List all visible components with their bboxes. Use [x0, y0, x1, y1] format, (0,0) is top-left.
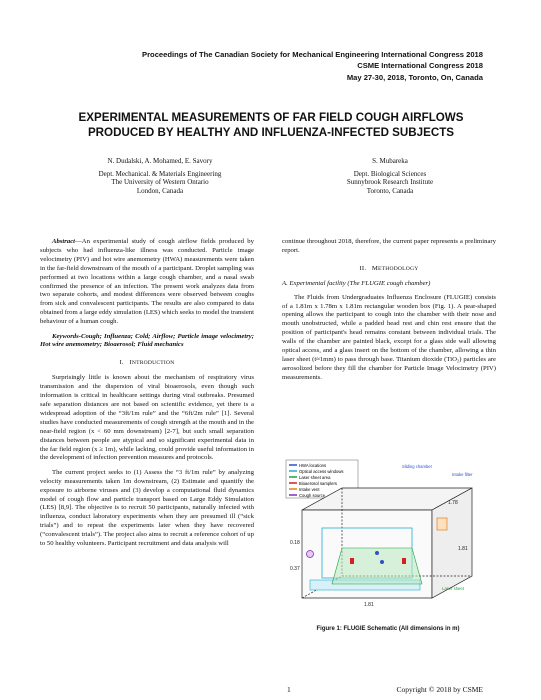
author-names: S. Mubareka [372, 157, 408, 165]
legend-label: Laser sheet area [299, 475, 331, 480]
dimension-label: 1.81 [364, 602, 374, 608]
conference-line-1: Proceedings of The Canadian Society for Mechanical Engineering International Congress 2018 [142, 50, 483, 59]
title-line-2: PRODUCED BY HEALTHY AND INFLUENZA-INFECTED SUBJECTS [87, 126, 455, 139]
right-column [282, 238, 496, 388]
callout-label: Intake filter [452, 472, 473, 477]
conference-line-2: CSME International Congress 2018 [357, 61, 483, 71]
author-affiliation-institution: Sunnybrook Research Institute [346, 178, 434, 187]
conference-line-3: May 27-30, 2018, Toronto, On, Canada [346, 72, 483, 82]
keywords: Keywords-Cough; Influenza; Cold; Airflow; Particle image velocimetry; Hot wire anemometry; Bioaerosol; Fluid mechanics [40, 332, 254, 349]
conference-header [142, 49, 483, 83]
paper-title [40, 110, 502, 140]
subsection-heading: A. Experimental facility (The FLUGIE cough chamber) [282, 279, 431, 287]
intake-vent [437, 518, 447, 530]
dimension-label: 1.78 [448, 500, 458, 506]
author-affiliation-institution: The University of Western Ontario [111, 178, 209, 187]
title-line-1: EXPERIMENTAL MEASUREMENTS OF FAR FIELD COUGH AIRFLOWS [78, 111, 464, 124]
legend-label: Cough source [299, 493, 326, 498]
abstract-lead: Abstract [52, 238, 76, 245]
legend-label: Bioaerosol samplers [299, 481, 337, 486]
author-affiliation-dept: Dept. Mechanical. & Materials Engineering [98, 169, 222, 178]
sampler-marker [350, 558, 354, 564]
section-heading-methodology: II. METHODOLOGY [359, 264, 419, 272]
legend-label: Intake vent [299, 487, 320, 492]
author-names: N. Dudalski, A. Mohamed, E. Savory [107, 157, 213, 165]
intro-paragraph-1: Surprisingly little is known about the mechanism of respiratory virus transmission and the dispersion of viral bioaerosols, even though such information is critical in healthcare settings during viral outbreaks. Presumed safe separation distances are not based on scientific evidence, yet there is a widespread adoption of the “3ft/1m rule” and the “6ft/2m rule” [1]. Several studies have conducted measurements of cough strength at the mouth and in the near-field region (x < 60 mm downstream) [2-7], but such small separation distances between people are atypical and so significant experimental data in the far field region (x ≥ 1m), while lacking, could provide useful information in the development of infection prevention measures and protocols. [40, 374, 254, 462]
page-number: 1 [287, 685, 291, 694]
author-affiliation-location: London, Canada [136, 186, 184, 195]
author-block-right [310, 157, 470, 195]
flugie-schematic-figure [282, 458, 494, 608]
author-affiliation-location: Toronto, Canada [366, 186, 414, 195]
callout-label: Laser sheet [442, 586, 464, 591]
author-affiliation-dept: Dept. Biological Sciences [353, 169, 427, 178]
copyright-notice: Copyright © 2018 by CSME [396, 685, 483, 694]
legend-label: HWA locations [299, 463, 327, 468]
callout-label: Sliding chamber [402, 464, 433, 469]
hwa-marker [380, 560, 384, 564]
abstract-text: —An experimental study of cough airflow fields produced by subjects who had influenza-like illness was conducted. Particle image velocimetry (PIV) and hot wire anemometry (HWA) measurements were taken in the far-field downstream of the mouth of a participant. Droplet sampling was performed at two locations within a large cough chamber, and a nasal swab confirmed the presence of an infection. The present work analyzes data from two separate cohorts, and modest differences were observed between coughs from sick and convalescent participants. The results are also compared to data obtained from a large eddy simulation (LES) which seeks to model the transient behaviour of a human cough. [40, 238, 254, 326]
legend-label: Optical access windows [299, 469, 344, 474]
dimension-label: 0.37 [290, 566, 300, 572]
intro-paragraph-2: The current project seeks to (1) Assess the “3 ft/1m rule” by analyzing velocity measurements taken 1m downstream, (2) Estimate and quantify the exposure to airborne viruses and (3) develop a computational fluid dynamics model of cough flow and particle transport based on Large Eddy Simulation (LES) [8,9]. The objective is to recruit 50 participants, naturally infected with influenza, conduct laboratory experiments when they are presumed ill (“sick trials”) and to repeat the experiments later when they have recovered (“convalescent trials”). The project also aims to recruit a reference cohort of up to 50 healthy volunteers. Participant recruitment and data analysis will [40, 468, 254, 548]
hwa-marker [375, 551, 379, 555]
sampler-marker [402, 558, 406, 564]
dimension-label: 0.18 [290, 540, 300, 546]
left-column [40, 238, 254, 555]
dimension-label: 1.81 [458, 546, 468, 552]
cough-source [307, 551, 314, 558]
author-block-left [70, 157, 250, 195]
methodology-paragraph-1: The Fluids from Undergraduates Influenza Enclosure (FLUGIE) consists of a 1.81m x 1.78m x 1.81m rectangular wooden box (Fig. 1). A pear-shaped opening allows the participant to cough into the chamber with their nose and mouth unobstructed, while a padded head rest and chin rest ensure that the position of participant's head remains constant between individual trials. The walls of the chamber are painted black, except for a glass side wall allowing optical access, and a glass insert on the bottom of the chamber, allowing a thin laser sheet (t≈1mm) to pass through base. Titanium dioxide (TiO₂) particles are aerosolized before they fill the chamber for Particle Image Velocimetry (PIV) measurements. [282, 293, 496, 381]
figure-caption: Figure 1: FLUGIE Schematic (All dimensions in m) [316, 626, 460, 632]
section-heading-introduction: I. INTRODUCTION [119, 359, 175, 367]
abstract-paragraph [40, 238, 254, 327]
continued-paragraph: continue throughout 2018, therefore, the current paper represents a preliminary report. [282, 238, 496, 254]
